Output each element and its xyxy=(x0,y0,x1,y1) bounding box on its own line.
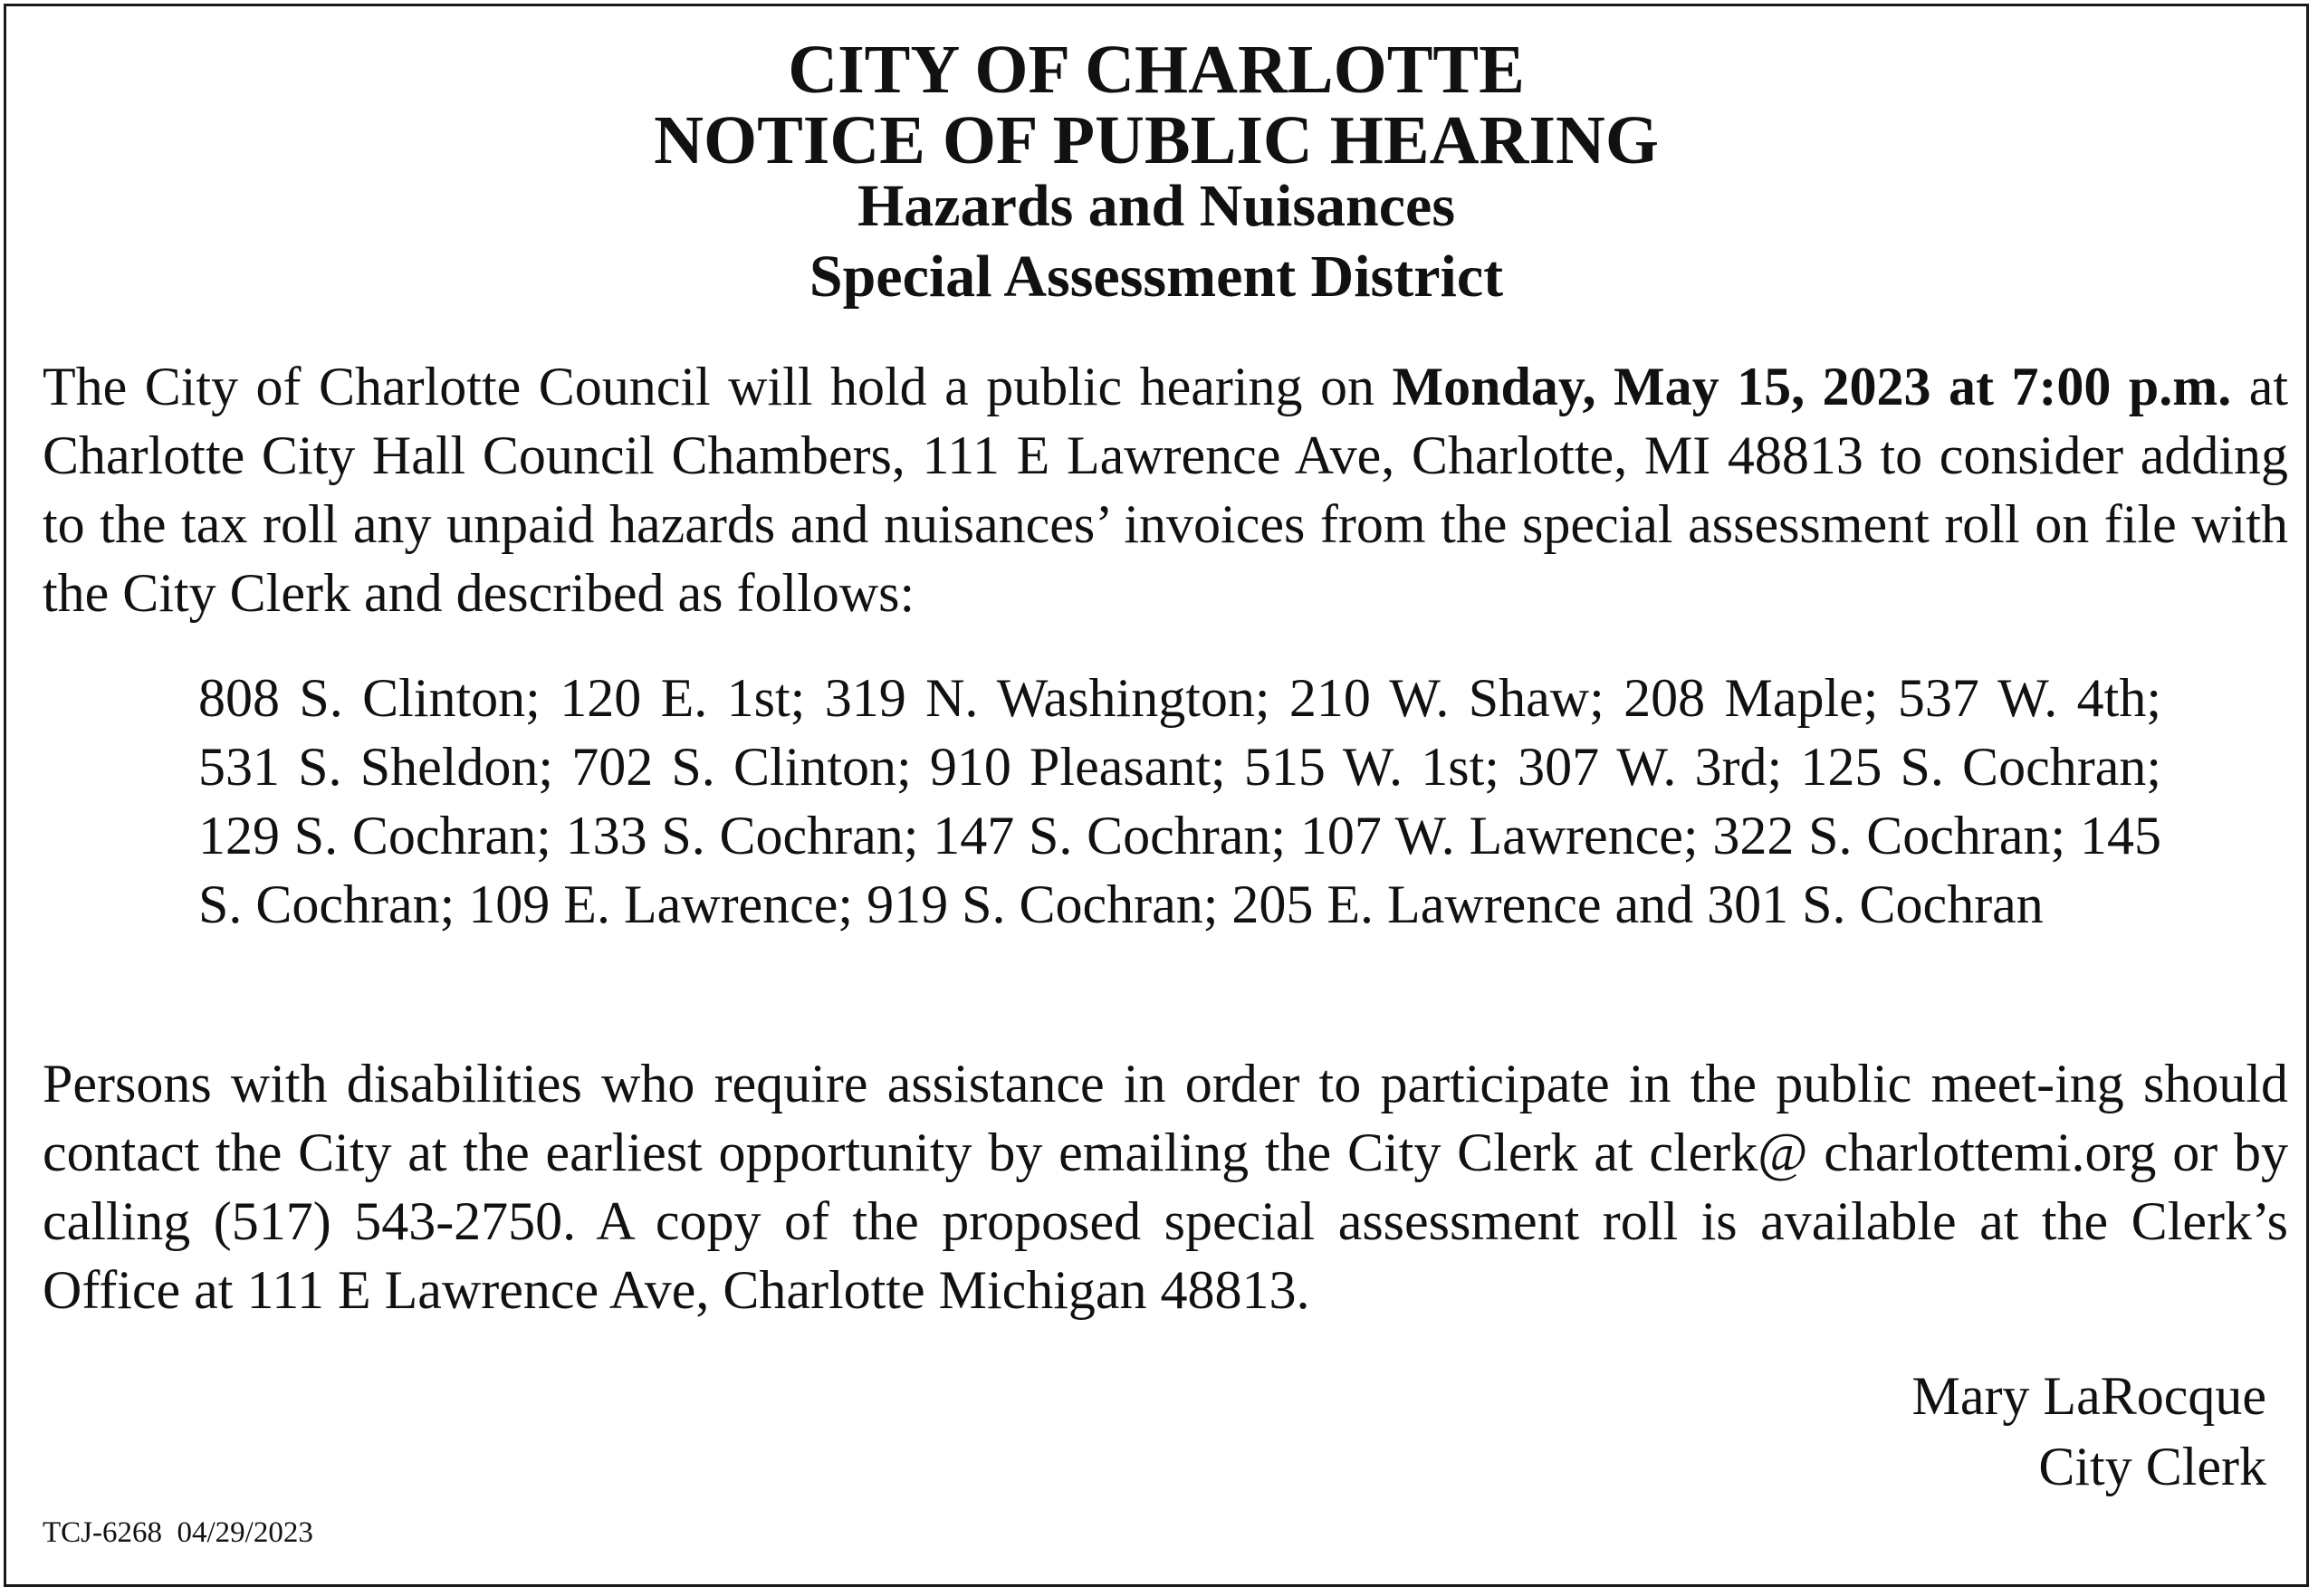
header-subject: Hazards and Nuisances xyxy=(857,173,1456,239)
address-list: 808 S. Clinton; 120 E. 1st; 319 N. Washington; 210 W. Shaw; 208 Maple; 537 W. 4th; 531 S. Sheldon; 702 S. Clinton; 910 Pleasant; 515 W. 1st; 307 W. 3rd; 125 S. Cochran; 129 S. Cochran; 133 S. Cochran; 147 S. Cochran; 107 W. Lawrence; 322 S. Cochran; 145 S. Cochran; 109 E. Lawrence; 919 S. Cochran; 205 E. Lawrence and 301 S. Cochran xyxy=(198,668,2161,934)
header-district: Special Assessment District xyxy=(809,244,1504,310)
hearing-datetime: Monday, May 15, 2023 at 7:00 p.m. xyxy=(1392,357,2232,416)
publication-reference: TCJ-6268 04/29/2023 xyxy=(43,1516,313,1549)
header-notice-type: NOTICE OF PUBLIC HEARING xyxy=(654,102,1659,178)
intro-rest: at Charlotte City Hall Council Chambers, 111 E Lawrence Ave, Charlotte, MI 48813 to consider adding to the tax roll any unpaid hazards and nuisances’ invoices from the special assessment roll on file with the City Clerk and described as follows: xyxy=(43,357,2288,623)
intro-paragraph xyxy=(43,352,2288,627)
legal-notice xyxy=(4,4,2309,1587)
disability-paragraph: Persons with disabilities who require assistance in order to participate in the public meet-ing should contact the City at the earliest opportunity by emailing the City Clerk at clerk@ charlottemi.org or by calling (517) 543-2750. A copy of the proposed special assessment roll is available at the Clerk’s Office at 111 E Lawrence Ave, Charlotte Michigan 48813. xyxy=(43,1054,2288,1320)
signer-title: City Clerk xyxy=(2038,1437,2266,1496)
signer-name: Mary LaRocque xyxy=(1911,1366,2266,1426)
header-city: CITY OF CHARLOTTE xyxy=(788,32,1525,108)
notice-header xyxy=(6,32,2306,318)
signature-block xyxy=(1911,1361,2266,1502)
intro-lead: The City of Charlotte Council will hold a public hearing on xyxy=(43,357,1393,416)
